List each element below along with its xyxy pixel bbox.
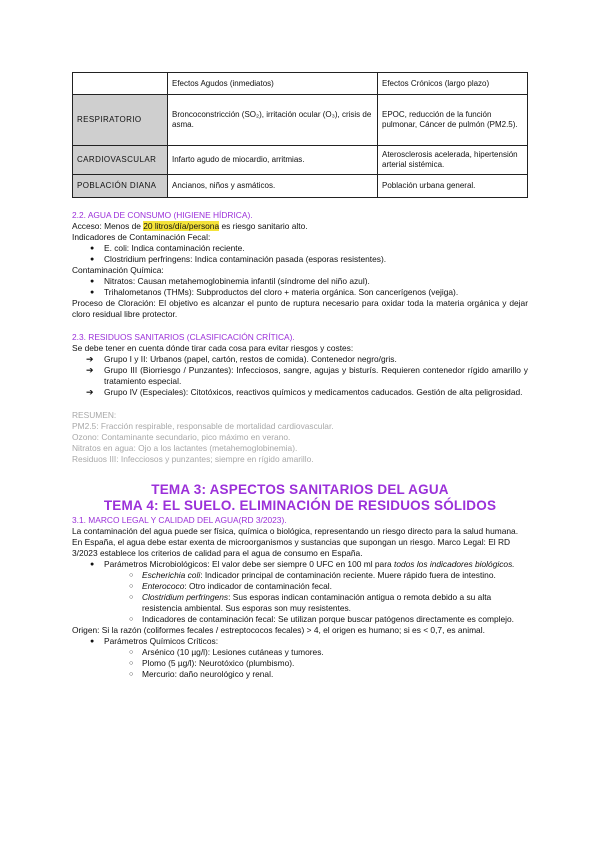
fecal-list (72, 243, 528, 265)
table-cell: Infarto agudo de miocardio, arritmias. (168, 146, 378, 175)
section-heading-3-1: 3.1. MARCO LEGAL Y CALIDAD DEL AGUA(RD 3/2023). (72, 515, 287, 525)
list-item (72, 354, 528, 365)
sublist-item-text: : Indicador principal de contaminación reciente. Muere rápido fuera de intestino. (200, 570, 496, 580)
row-header-cell: CARDIOVASCULAR (73, 146, 168, 175)
arrow-icon: ➔ (86, 387, 94, 397)
sublist-item: ○ Arsénico (10 µg/l): Lesiones cutáneas y tumores. (72, 647, 528, 658)
sublist-item (72, 592, 528, 614)
list-item (72, 559, 528, 570)
chlorination-paragraph: Proceso de Cloración: El objetivo es alcanzar el punto de ruptura necesario para oxidar toda la materia orgánica y dejar cloro residual libre protector. (72, 298, 528, 319)
summary-line: Ozono: Contaminante secundario, pico máximo en verano. (72, 432, 291, 442)
table-header-row (73, 73, 528, 95)
list-item (72, 387, 528, 398)
chem-list (72, 276, 528, 298)
sublist-item-text: Indicadores de contaminación fecal: Se utilizan porque buscar patógenos directamente es complejo. (142, 614, 514, 624)
health-effects-table (72, 72, 528, 198)
table-cell: Población urbana general. (378, 175, 528, 198)
highlighted-text: 20 litros/día/persona (143, 221, 220, 231)
col-header-chronic: Efectos Crónicos (largo plazo) (378, 73, 528, 95)
topic-4-title: TEMA 4: EL SUELO. ELIMINACIÓN DE RESIDUOS SÓLIDOS (103, 498, 497, 513)
sublist-item (72, 581, 528, 592)
topic-3-title: TEMA 3: ASPECTOS SANITARIOS DEL AGUA (151, 482, 449, 497)
table-row (73, 95, 528, 146)
list-item-text: Parámetros Microbiológicos: El valor debe ser siempre 0 UFC en 100 ml para (104, 559, 394, 569)
water-intro-paragraph: La contaminación del agua puede ser física, química o biológica, representando un riesgo directo para la salud humana. (72, 526, 519, 536)
sublist-item: ○ Mercurio: daño neurológico y renal. (72, 669, 528, 680)
summary-line: Residuos III: Infecciosos y punzantes; siempre en rígido amarillo. (72, 454, 314, 464)
waste-intro: Se debe tener en cuenta dónde tirar cada cosa para evitar riesgos y costes: (72, 343, 354, 353)
access-paragraph (72, 221, 528, 232)
document-page (72, 72, 528, 680)
arrow-icon: ➔ (86, 354, 94, 364)
section-heading-2-2: 2.2. AGUA DE CONSUMO (HIGIENE HÍDRICA). (72, 210, 253, 220)
chem-params-sublist (72, 647, 528, 680)
sublist-item-text: : Otro indicador de contaminación fecal. (184, 581, 332, 591)
list-item: ● Clostridium perfringens: Indica contaminación pasada (esporas resistentes). (72, 254, 528, 265)
access-text: Acceso: Menos de (72, 221, 144, 231)
list-item-text: Grupo III (Biorriesgo / Punzantes): Infecciosos, sangre, agujas y bisturís. Requieren contenedor rígido amarillo y tratamiento especial. (104, 365, 528, 386)
table-cell: Aterosclerosis acelerada, hipertensión arterial sistémica. (378, 146, 528, 175)
table-row (73, 175, 528, 198)
italic-term: Enterococo (142, 581, 185, 591)
fecal-indicators-title: Indicadores de Contaminación Fecal: (72, 232, 211, 242)
list-item: ● E. coli: Indica contaminación reciente. (72, 243, 528, 254)
micro-sublist (72, 570, 528, 625)
legal-paragraph: En España, el agua debe estar exenta de microorganismos y sustancias que supongan un riesgo. Marco Legal: El RD 3/2023 establece los criterios de calidad para el agua de consumo en España. (72, 537, 511, 558)
sublist-item (72, 570, 528, 581)
summary-title: RESUMEN: (72, 410, 117, 420)
table-cell: EPOC, reducción de la función pulmonar, Cáncer de pulmón (PM2.5). (378, 95, 528, 146)
sublist-item-text: : Sus esporas indican contaminación antigua o remota debido a su alta resistencia ambiental. Sus esporas son muy resistentes. (142, 592, 492, 613)
table-corner-cell (73, 73, 168, 95)
micro-params-list (72, 559, 528, 570)
col-header-acute: Efectos Agudos (inmediatos) (168, 73, 378, 95)
list-item: ● Trihalometanos (THMs): Subproductos del cloro + materia orgánica. Son cancerígenos (vejiga). (72, 287, 528, 298)
chem-params-list (72, 636, 528, 647)
access-text-end: es riesgo sanitario alto. (219, 221, 308, 231)
row-header-cell: POBLACIÓN DIANA (73, 175, 168, 198)
sublist-item (72, 614, 528, 625)
table-cell: Broncoconstricción (SO₂), irritación ocular (O₃), crisis de asma. (168, 95, 378, 146)
list-item: ● Parámetros Químicos Críticos: (72, 636, 528, 647)
waste-groups-list (72, 354, 528, 398)
list-item (72, 365, 528, 387)
table-cell: Ancianos, niños y asmáticos. (168, 175, 378, 198)
origin-paragraph: Origen: Si la razón (coliformes fecales / estreptococos fecales) > 4, el origen es humano; si es < 0,7, es animal. (72, 625, 485, 635)
summary-line: Nitratos en agua: Ojo a los lactantes (metahemoglobinemia). (72, 443, 298, 453)
row-header-cell: RESPIRATORIO (73, 95, 168, 146)
italic-text: todos los indicadores biológicos. (394, 559, 515, 569)
summary-line: PM2.5: Fracción respirable, responsable de mortalidad cardiovascular. (72, 421, 334, 431)
italic-term: Escherichia coli (142, 570, 201, 580)
list-item-text: Grupo I y II: Urbanos (papel, cartón, restos de comida). Contenedor negro/gris. (104, 354, 397, 364)
chem-contamination-title: Contaminación Química: (72, 265, 164, 275)
table-row (73, 146, 528, 175)
list-item: ● Nitratos: Causan metahemoglobinemia infantil (síndrome del niño azul). (72, 276, 528, 287)
section-heading-2-3: 2.3. RESIDUOS SANITARIOS (CLASIFICACIÓN CRÍTICA). (72, 332, 295, 342)
topic-titles (72, 482, 528, 514)
list-item-text: Grupo IV (Especiales): Citotóxicos, reactivos químicos y medicamentos caducados. Gestión de alta peligrosidad. (104, 387, 523, 397)
arrow-icon: ➔ (86, 365, 94, 375)
sublist-item: ○ Plomo (5 µg/l): Neurotóxico (plumbismo). (72, 658, 528, 669)
italic-term: Clostridium perfringens (142, 592, 229, 602)
summary-block (72, 410, 528, 465)
